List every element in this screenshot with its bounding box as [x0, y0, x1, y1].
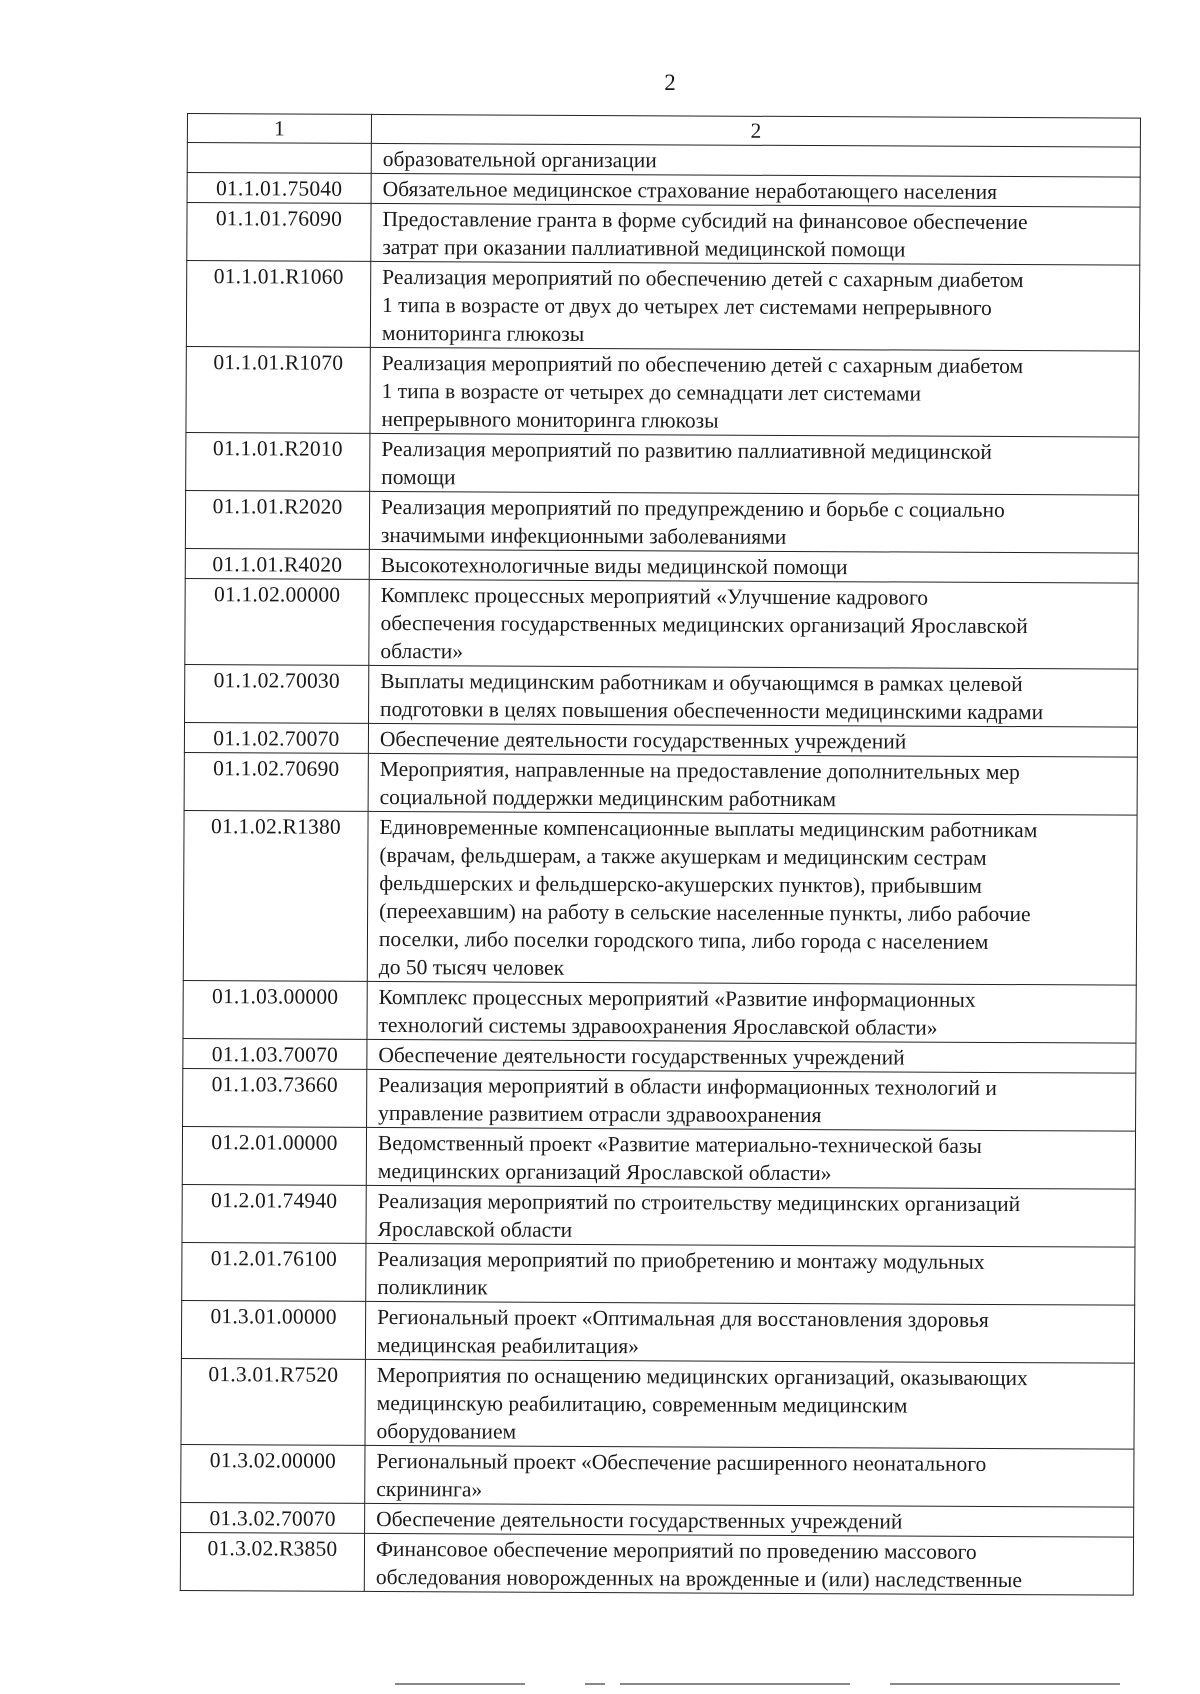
table-row — [187, 143, 1140, 178]
classification-code-cell: 01.1.01.R1070 — [186, 346, 370, 433]
table-row — [187, 173, 1140, 208]
expenditure-name-cell: Предоставление гранта в форме субсидий на финансовое обеспечение затрат при оказании паллиативной медицинской помощи — [371, 203, 1140, 265]
table-row — [186, 432, 1139, 495]
classification-code-cell: 01.3.01.R7520 — [181, 1358, 365, 1445]
table-row — [186, 346, 1139, 437]
budget-classification-table-container — [180, 113, 1140, 1596]
classification-code-cell: 01.3.01.00000 — [181, 1300, 365, 1359]
table-row — [181, 1300, 1134, 1363]
expenditure-name-cell: Финансовое обеспечение мероприятий по проведению массового обследования новорожденных на врожденные и (или) наследственные — [364, 1533, 1133, 1595]
classification-code-cell: 01.1.01.R2010 — [186, 432, 370, 491]
table-row — [185, 548, 1138, 583]
expenditure-name-cell: Обеспечение деятельности государственных учреждений — [367, 1039, 1136, 1073]
expenditure-name-cell: Реализация мероприятий в области информационных технологий и управление развитием отрасли здравоохранения — [367, 1069, 1136, 1131]
table-row — [185, 490, 1138, 553]
table-row — [182, 1126, 1135, 1189]
classification-code-cell: 01.1.01.R4020 — [185, 548, 369, 579]
table-row — [184, 752, 1137, 815]
classification-code-cell: 01.3.02.00000 — [181, 1444, 365, 1503]
expenditure-name-cell: Мероприятия по оснащению медицинских организаций, оказывающих медицинскую реабилитацию, современным медицинским оборудованием — [365, 1359, 1134, 1449]
expenditure-name-cell: Выплаты медицинским работникам и обучающимся в рамках целевой подготовки в целях повышения обеспеченности медицинскими кадрами — [369, 665, 1138, 727]
expenditure-name-cell: Реализация мероприятий по обеспечению детей с сахарным диабетом 1 типа в возрасте от четырех до семнадцати лет системами непрерывного мониторинга глюкозы — [370, 347, 1139, 437]
expenditure-name-cell: Реализация мероприятий по приобретению и монтажу модульных поликлиник — [366, 1243, 1135, 1305]
expenditure-name-cell: Обеспечение деятельности государственных учреждений — [365, 1503, 1134, 1537]
expenditure-name-cell: Реализация мероприятий по развитию паллиативной медицинской помощи — [370, 433, 1139, 495]
table-row — [180, 1532, 1133, 1595]
classification-code-cell: 01.1.02.70030 — [185, 664, 369, 723]
table-row — [186, 261, 1139, 352]
column-header-name: 2 — [371, 114, 1140, 147]
expenditure-name-cell: Мероприятия, направленные на предоставление дополнительных мер социальной поддержки медицинским работникам — [368, 753, 1137, 815]
expenditure-name-cell: Реализация мероприятий по строительству медицинских организаций Ярославской области — [366, 1185, 1135, 1247]
classification-code-cell: 01.1.01.76090 — [187, 203, 371, 262]
expenditure-name-cell: Единовременные компенсационные выплаты медицинским работникам (врачам, фельдшерам, а также акушеркам и медицинским сестрам фельдшерских и фельдшерско-акушерских пунктов), прибывшим (переехавшим) на работу в сельские населенные пункты, либо рабочие поселки, либо поселки городского типа, либо города с населением до 50 тысяч человек — [367, 811, 1137, 985]
table-row — [182, 1242, 1135, 1305]
classification-code-cell — [187, 143, 371, 174]
table-row — [187, 203, 1140, 266]
expenditure-name-cell: Реализация мероприятий по обеспечению детей с сахарным диабетом 1 типа в возрасте от двух до четырех лет системами непрерывного мониторинга глюкозы — [370, 261, 1139, 351]
table-row — [181, 1444, 1134, 1507]
table-row — [181, 1502, 1134, 1537]
classification-code-cell: 01.1.03.73660 — [183, 1068, 367, 1127]
table-header-row — [187, 114, 1140, 148]
table-row — [181, 1358, 1134, 1449]
expenditure-name-cell: Региональный проект «Обеспечение расширенного неонатального скрининга» — [365, 1445, 1134, 1507]
column-header-code: 1 — [187, 114, 371, 144]
classification-code-cell: 01.1.02.70070 — [184, 722, 368, 753]
expenditure-name-cell: Комплекс процессных мероприятий «Развитие информационных технологий системы здравоохранения Ярославской области» — [367, 981, 1136, 1043]
expenditure-name-cell: Ведомственный проект «Развитие материально-технической базы медицинских организаций Ярославской области» — [366, 1127, 1135, 1189]
classification-code-cell: 01.2.01.76100 — [182, 1242, 366, 1301]
table-row — [185, 664, 1138, 727]
classification-code-cell: 01.2.01.00000 — [182, 1126, 366, 1185]
classification-code-cell: 01.1.03.70070 — [183, 1038, 367, 1069]
table-row — [183, 980, 1136, 1043]
expenditure-name-cell: Высокотехнологичные виды медицинской помощи — [369, 549, 1138, 583]
expenditure-name-cell: Реализация мероприятий по предупреждению и борьбе с социально значимыми инфекционными заболеваниями — [369, 491, 1138, 553]
table-row — [183, 1068, 1136, 1131]
classification-code-cell: 01.3.02.R3850 — [180, 1532, 364, 1591]
table-body — [180, 143, 1140, 1596]
budget-classification-table — [180, 113, 1141, 1596]
classification-code-cell: 01.2.01.74940 — [182, 1184, 366, 1243]
expenditure-name-cell: Обязательное медицинское страхование неработающего населения — [371, 173, 1140, 207]
scan-bottom-edge-marks — [0, 1683, 1200, 1687]
expenditure-name-cell: Комплекс процессных мероприятий «Улучшение кадрового обеспечения государственных медицинских организаций Ярославской области» — [369, 579, 1138, 669]
page-number: 2 — [664, 70, 676, 95]
classification-code-cell: 01.1.02.R1380 — [183, 810, 368, 981]
classification-code-cell: 01.3.02.70070 — [181, 1502, 365, 1533]
classification-code-cell: 01.1.01.R1060 — [186, 261, 370, 348]
table-row — [185, 578, 1138, 669]
table-row — [183, 1038, 1136, 1073]
classification-code-cell: 01.1.02.70690 — [184, 752, 368, 811]
table-row — [184, 722, 1137, 757]
table-row — [182, 1184, 1135, 1247]
classification-code-cell: 01.1.03.00000 — [183, 980, 367, 1039]
expenditure-name-cell: образовательной организации — [371, 143, 1140, 177]
classification-code-cell: 01.1.01.R2020 — [185, 490, 369, 549]
classification-code-cell: 01.1.02.00000 — [185, 578, 369, 665]
classification-code-cell: 01.1.01.75040 — [187, 173, 371, 204]
expenditure-name-cell: Обеспечение деятельности государственных учреждений — [368, 723, 1137, 757]
expenditure-name-cell: Региональный проект «Оптимальная для восстановления здоровья медицинская реабилитация» — [365, 1301, 1134, 1363]
table-row — [183, 810, 1137, 985]
